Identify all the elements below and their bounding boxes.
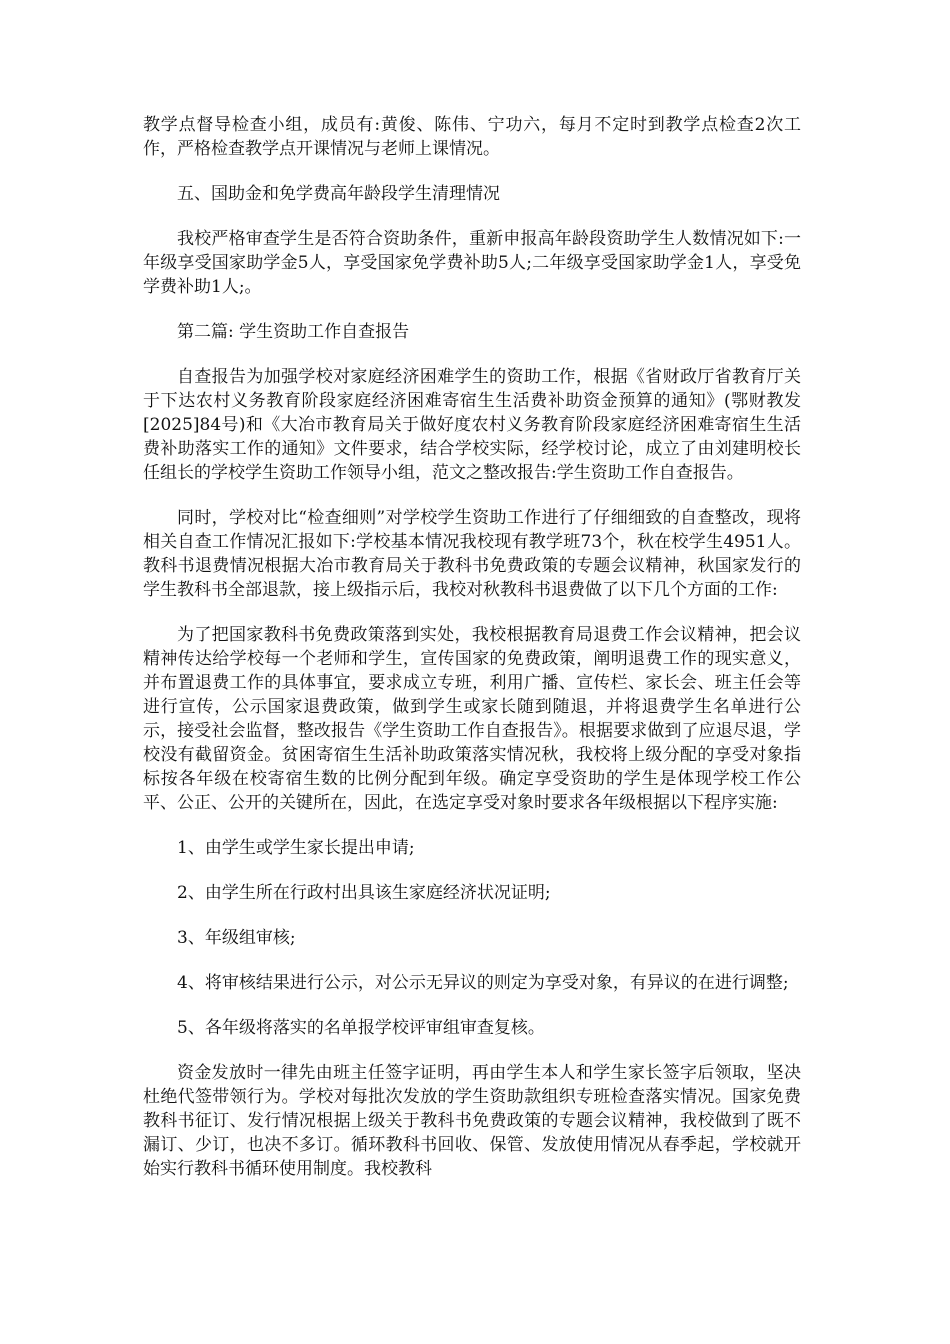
list-item-step-2: 2、由学生所在行政村出具该生家庭经济状况证明; [177, 883, 551, 903]
chapter-heading-2: 第二篇: 学生资助工作自查报告 [177, 322, 410, 342]
paragraph-refund-policy: 为了把国家教科书免费政策落到实处，我校根据教育局退费工作会议精神，把会议精神传达给学校每一个老师和学生，宣传国家的免费政策，阐明退费工作的现实意义，并布置退费工作的具体事宜，要求成立专班，利用广播、宣传栏、家长会、班主任会等进行宣传，公示国家退费政策，做到学生或家长随到随退，并将退费学生名单进行公示，接受社会监督，整改报告《学生资助工作自查报告》。根据要求做到了应退尽退，学校没有截留资金。贫困寄宿生生活补助政策落实情况秋，我校将上级分配的享受对象指标按各年级在校寄宿生数的比例分配到年级。确定享受资助的学生是体现学校工作公平、公正、公开的关键所在，因此，在选定享受对象时要求各年级根据以下程序实施: [143, 625, 801, 813]
paragraph-school-info: 同时，学校对比“检查细则”对学校学生资助工作进行了仔细细致的自查整改，现将相关自查工作情况汇报如下:学校基本情况我校现有教学班73个，秋在校学生4951人。教科书退费情况根据大冶市教育局关于教科书免费政策的专题会议精神，秋国家发行的学生教科书全部退款，接上级指示后，我校对秋教科书退费做了以下几个方面的工作: [143, 508, 801, 600]
list-item-step-4: 4、将审核结果进行公示，对公示无异议的则定为享受对象，有异议的在进行调整; [177, 973, 789, 993]
list-item-step-1: 1、由学生或学生家长提出申请; [177, 838, 415, 858]
paragraph-fund-distribution: 资金发放时一律先由班主任签字证明，再由学生本人和学生家长签字后领取，坚决杜绝代签带领行为。学校对每批次发放的学生资助款组织专班检查落实情况。国家免费教科书征订、发行情况根据上级关于教科书免费政策的专题会议精神，我校做到了既不漏订、少订，也决不多订。循环教科书回收、保管、发放使用情况从春季起，学校就开始实行教科书循环使用制度。我校教科 [143, 1063, 801, 1179]
section-heading-5: 五、国助金和免学费高年龄段学生清理情况 [177, 184, 500, 204]
list-item-step-3: 3、年级组审核; [177, 928, 296, 948]
paragraph-continuation: 教学点督导检查小组，成员有:黄俊、陈伟、宁功六，每月不定时到教学点检查2次工作，严格检查教学点开课情况与老师上课情况。 [143, 115, 801, 159]
list-item-step-5: 5、各年级将落实的名单报学校评审组审查复核。 [177, 1018, 545, 1038]
paragraph-funding-stats: 我校严格审查学生是否符合资助条件，重新申报高年龄段资助学生人数情况如下:一年级享受国家助学金5人，享受国家免学费补助5人;二年级享受国家助学金1人，享受免学费补助1人;。 [143, 229, 801, 297]
document-body [143, 113, 801, 1202]
paragraph-report-intro: 自查报告为加强学校对家庭经济困难学生的资助工作，根据《省财政厅省教育厅关于下达农村义务教育阶段家庭经济困难寄宿生生活费补助资金预算的通知》(鄂财教发[2025]84号)和《大冶市教育局关于做好度农村义务教育阶段家庭经济困难寄宿生生活费补助落实工作的通知》文件要求，结合学校实际，经学校讨论，成立了由刘建明校长任组长的学校学生资助工作领导小组，范文之整改报告:学生资助工作自查报告。 [143, 367, 801, 483]
